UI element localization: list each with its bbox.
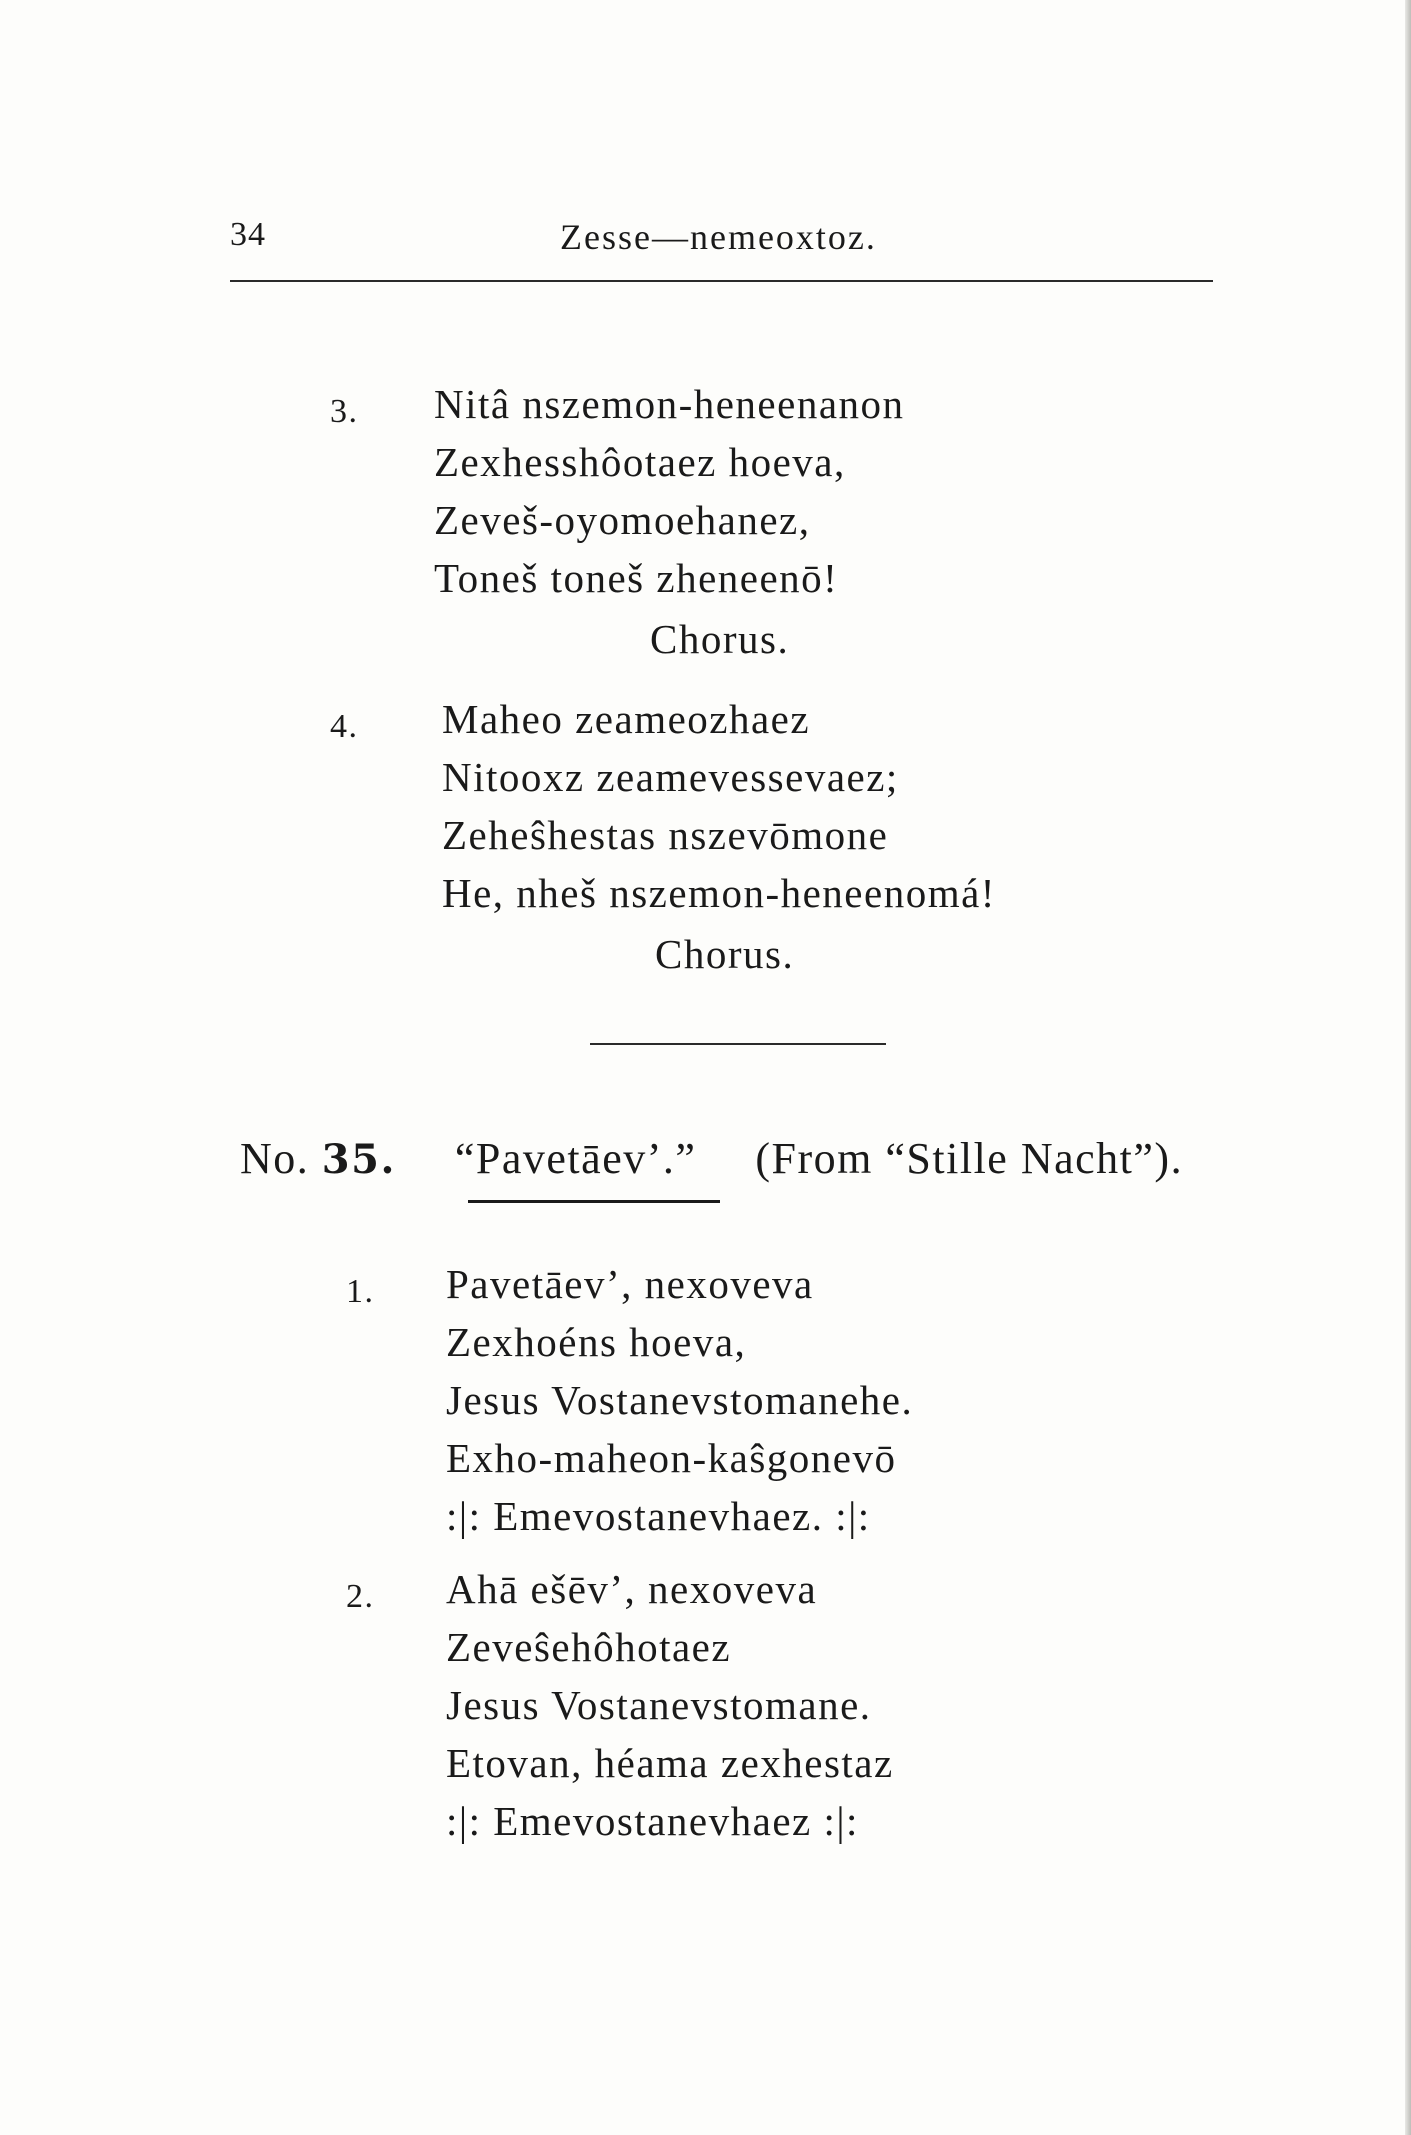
verse-line: :|: Emevostanevhaez. :|: bbox=[446, 1493, 871, 1539]
section-divider bbox=[590, 1043, 886, 1045]
verse-line: Jesus Vostanevstomanehe. bbox=[446, 1377, 914, 1423]
running-header bbox=[230, 216, 1230, 266]
verse-line: Nitâ nszemon-heneenanon bbox=[434, 381, 905, 427]
verse-line: Toneš toneš zheneenō! bbox=[434, 555, 839, 601]
verse-line: Pavetāev’, nexoveva bbox=[446, 1261, 814, 1307]
verse-line: :|: Emevostanevhaez :|: bbox=[446, 1798, 859, 1844]
stanza-lines bbox=[446, 1560, 894, 1850]
verse-line: Zeheŝhestas nszevōmone bbox=[442, 812, 889, 858]
hymn-title: “Pavetāev’.” bbox=[454, 1134, 697, 1183]
stanza-lines bbox=[446, 1255, 913, 1545]
verse-line: Zexhesshôotaez hoeva, bbox=[434, 439, 846, 485]
stanza-number: 4. bbox=[330, 708, 359, 745]
verse-line: Zeveŝehôhotaez bbox=[446, 1624, 732, 1670]
stanza-number: 1. bbox=[346, 1273, 375, 1310]
verse-line: Zeveš-oyomoehanez, bbox=[434, 497, 811, 543]
verse-line: Exho-maheon-kaŝgonevō bbox=[446, 1435, 897, 1481]
hymn-number: 35. bbox=[321, 1136, 396, 1183]
hymn-source: (From “Stille Nacht”). bbox=[755, 1134, 1184, 1183]
verse-line: Ahā ešēv’, nexoveva bbox=[446, 1566, 818, 1612]
verse-line: He, nheš nszemon-heneenomá! bbox=[442, 870, 996, 916]
stanza-number: 3. bbox=[330, 393, 359, 430]
verse-line: Zexhoéns hoeva, bbox=[446, 1319, 747, 1365]
chorus-label: Chorus. bbox=[655, 931, 795, 977]
stanza-lines bbox=[434, 375, 905, 607]
stanza-lines bbox=[442, 690, 996, 922]
header-rule bbox=[230, 280, 1213, 282]
hymn-heading bbox=[240, 1133, 1183, 1184]
page-number: 34 bbox=[230, 216, 266, 253]
running-title: Zesse—nemeoxtoz. bbox=[560, 217, 877, 257]
verse-line: Jesus Vostanevstomane. bbox=[446, 1682, 872, 1728]
verse-line: Nitooxz zeamevessevaez; bbox=[442, 754, 899, 800]
hymn-no-label: No. bbox=[240, 1134, 310, 1183]
page-edge-shadow bbox=[1405, 0, 1411, 2135]
verse-line: Maheo zeameozhaez bbox=[442, 696, 811, 742]
title-underline bbox=[468, 1200, 720, 1203]
stanza-number: 2. bbox=[346, 1578, 375, 1615]
chorus-label: Chorus. bbox=[650, 616, 790, 662]
verse-line: Etovan, héama zexhestaz bbox=[446, 1740, 894, 1786]
